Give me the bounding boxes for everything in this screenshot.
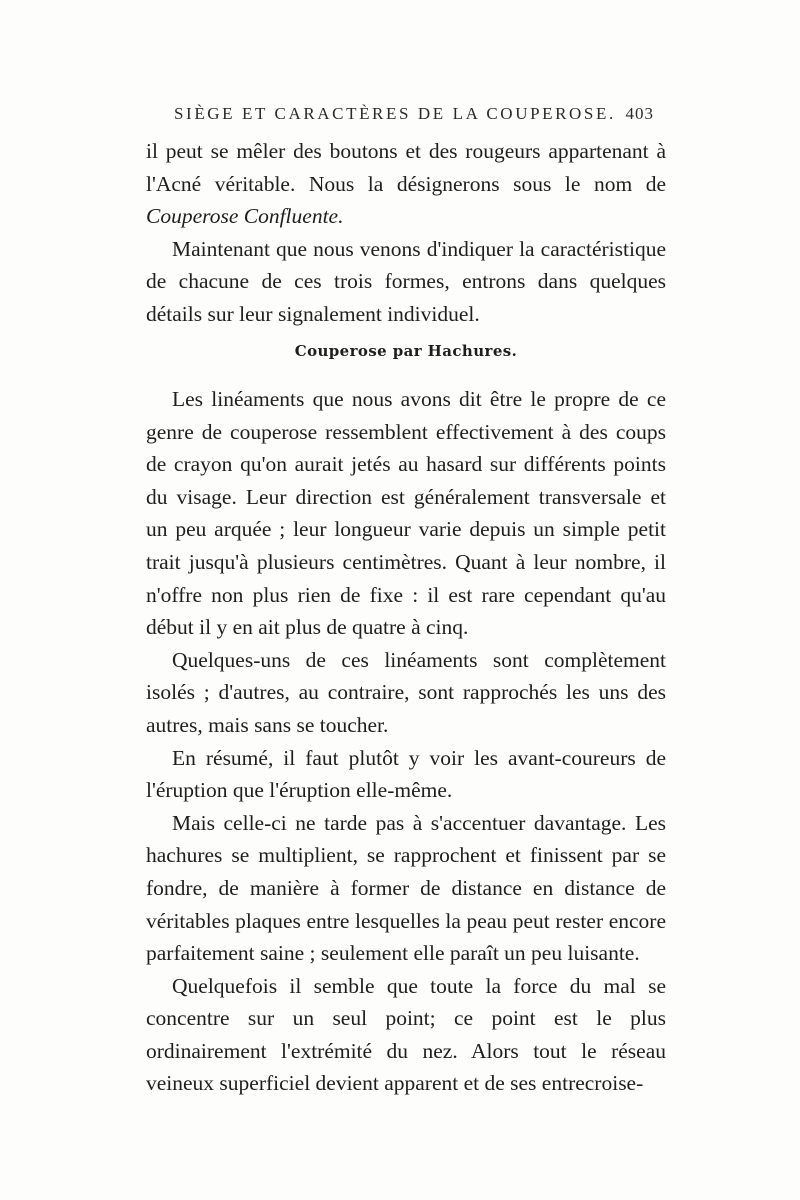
paragraph: Quelques-uns de ces linéaments sont complètement isolés ; d'autres, au contraire, sont rapprochés les uns des autres, mais sans se toucher. [146,647,666,737]
running-title: SIÈGE ET CARACTÈRES DE LA COUPEROSE. [174,104,616,123]
paragraph: Quelquefois il semble que toute la force du mal se concentre sur un seul point; ce point est le plus ordinairement l'extrémité du nez. Alors tout le réseau veineux superficiel devient apparent et de ses entrecroise- [146,973,666,1096]
paragraph: Les linéaments que nous avons dit être le propre de ce genre de couperose ressemblent effectivement à des coups de crayon qu'on aurait jetés au hasard sur différents points du visage. Leur direction est généralement transversale et un peu arquée ; leur longueur varie depuis un simple petit trait jusqu'à plusieurs centimètres. Quant à leur nombre, il n'offre non plus rien de fixe : il est rare cependant qu'au début il y en ait plus de quatre à cinq. [146,387,666,640]
continued-text [146,135,666,331]
page-number: 403 [625,104,654,123]
paragraph: Mais celle-ci ne tarde pas à s'accentuer davantage. Les hachures se multiplient, se rapprochent et finissent par se fondre, de manière à former de distance en distance de véritables plaques entre lesquelles la peau peut rester encore parfaitement saine ; seulement elle paraît un peu luisante. [146,810,666,966]
paragraph: En résumé, il faut plutôt y voir les avant-coureurs de l'éruption que l'éruption elle-même. [146,745,666,803]
section-body [146,383,666,1100]
running-head [174,104,654,124]
italic-term: Couperose Confluente. [146,204,344,229]
section-heading: Couperose par Hachures. [294,342,518,360]
paragraph-text: il peut se mêler des boutons et des rougeurs appartenant à l'Acné véritable. Nous la désignerons sous le nom de [146,139,666,196]
paragraph: Maintenant que nous venons d'indiquer la caractéristique de chacune de ces trois formes, entrons dans quelques détails sur leur signalement individuel. [146,236,666,326]
paragraph-continued [146,135,666,233]
